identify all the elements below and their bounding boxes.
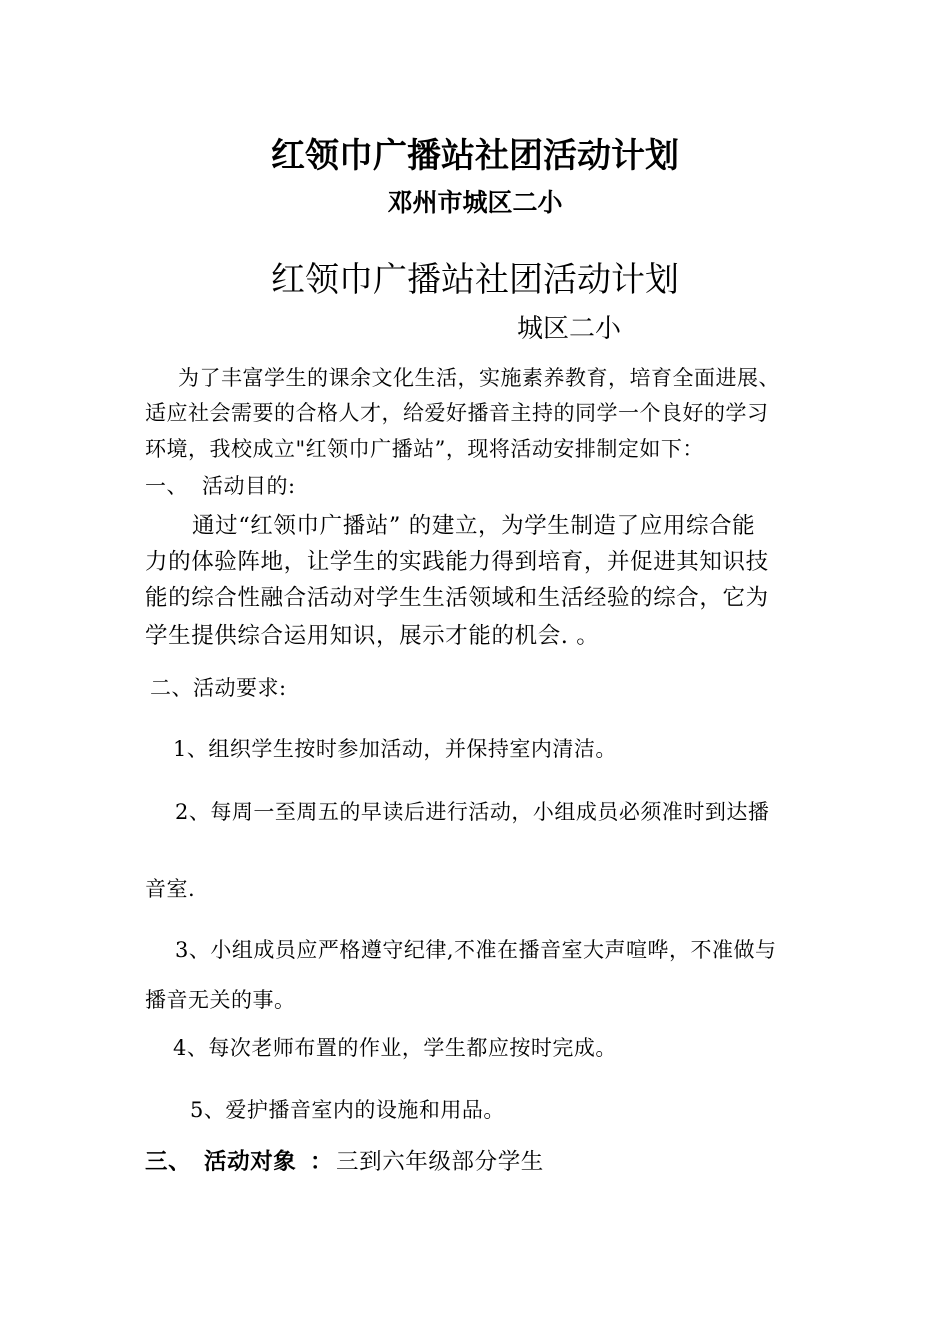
section1-heading-text: 活动目的: bbox=[202, 474, 296, 498]
intro-line-3: 环境，我校成立"红领巾广播站”，现将活动安排制定如下： bbox=[145, 437, 704, 461]
document-subtitle-bold: 邓州市城区二小 bbox=[387, 188, 563, 217]
section2-heading: 二、活动要求: bbox=[150, 676, 287, 700]
requirement-item-2-continued: 音室. bbox=[145, 877, 196, 901]
section3-heading-number: 三、 bbox=[145, 1149, 192, 1175]
document-title-bold: 红领巾广播站社团活动计划 bbox=[271, 136, 679, 176]
requirement-item-5: 5、爱护播音室内的设施和用品。 bbox=[190, 1098, 505, 1122]
requirement-item-1: 1、组织学生按时参加活动，并保持室内清洁。 bbox=[173, 737, 617, 761]
section1-paragraph-line-2: 力的体验阵地，让学生的实践能力得到培育，并促进其知识技 bbox=[145, 549, 769, 575]
requirement-item-4: 4、每次老师布置的作业，学生都应按时完成。 bbox=[173, 1036, 617, 1060]
section3-heading-colon: ： bbox=[310, 1149, 334, 1175]
document-title-plain: 红领巾广播站社团活动计划 bbox=[271, 260, 679, 300]
section3-heading-value: 三到六年级部分学生 bbox=[336, 1149, 544, 1175]
section1-paragraph-line-4: 学生提供综合运用知识，展示才能的机会. 。 bbox=[145, 623, 600, 649]
requirement-item-3: 3、小组成员应严格遵守纪律,不准在播音室大声喧哗，不准做与 bbox=[175, 938, 777, 962]
section3-heading-label: 活动对象 bbox=[204, 1149, 297, 1175]
section1-heading-number: 一、 bbox=[145, 474, 188, 498]
section1-paragraph-line-3: 能的综合性融合活动对学生生活领域和生活经验的综合，它为 bbox=[145, 585, 769, 611]
requirement-item-2: 2、每周一至周五的早读后进行活动，小组成员必须准时到达播 bbox=[175, 800, 770, 824]
document-subtitle-plain: 城区二小 bbox=[517, 314, 622, 344]
section1-paragraph-line-1: 通过“红领巾广播站” 的建立，为学生制造了应用综合能 bbox=[192, 513, 756, 539]
intro-line-1: 为了丰富学生的课余文化生活，实施素养教育，培育全面进展、 bbox=[178, 366, 780, 390]
requirement-item-3-continued: 播音无关的事。 bbox=[145, 988, 296, 1012]
intro-line-2: 适应社会需要的合格人才，给爱好播音主持的同学一个良好的学习 bbox=[145, 401, 769, 425]
